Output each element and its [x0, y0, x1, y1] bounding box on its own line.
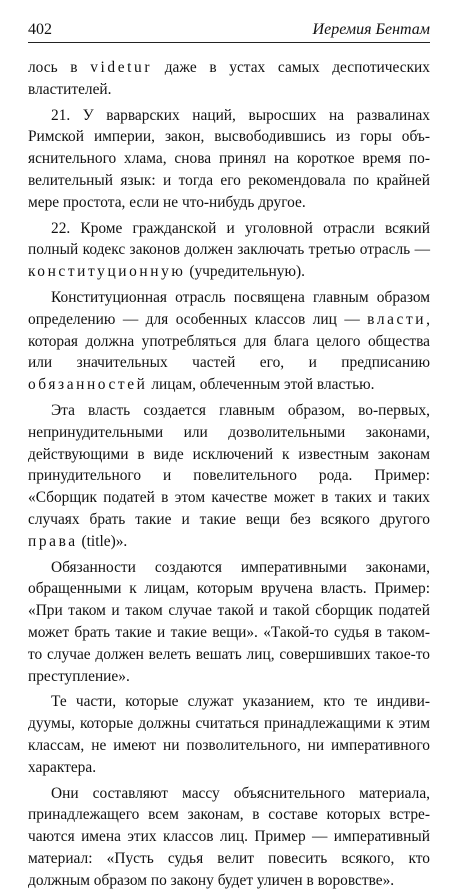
spaced-emphasis-text: права: [28, 533, 78, 550]
paragraph-p27: [28, 783, 430, 891]
paragraph-text: , которая должна употребляться для блага целого общества или значительных частей его, и предписанию: [28, 311, 430, 372]
paragraph-p21: [28, 105, 430, 214]
running-title: Иеремия Бентам: [313, 20, 430, 40]
paragraph-p25: [28, 557, 430, 688]
paragraph-text: (учредительную).: [185, 263, 304, 280]
paragraph-text: (title)».: [78, 533, 128, 550]
paragraph-text: 22. Кроме гражданской и уголовной отрасли всякий полный кодекс законов должен заключать третью отрасль —: [28, 220, 430, 259]
paragraph-text: Эта власть создается главным образом, во-первых, непринудительными или дозволительными законами, действующими в виде исключений к известным законам принудительного и повелительного рода. Пример: «Сборщик податей в этом качестве может в таких и таких случаях брать такие и такие вещи без всякого другого: [28, 402, 430, 528]
paragraph-text: Те части, которые служат указанием, кто те индивидуумы, которые должны считаться принадлежащими к этим классам, не имеют ни позволительного, ни императивного характера.: [28, 693, 430, 775]
spaced-emphasis-text: власти: [367, 311, 426, 328]
paragraph-text: 21. У варварских наций, выросших на развалинах Римской империи, закон, высвободившись из горы объяснительного хлама, снова принял на короткое время повелительный язык: и тогда его рекомендовала по крайней мере простота, если не что-нибудь другое.: [28, 107, 430, 211]
page-number: 402: [28, 20, 52, 40]
spaced-emphasis-text: конституционную: [28, 263, 185, 280]
running-header: [28, 20, 430, 43]
paragraph-p23: [28, 287, 430, 396]
paragraph-p0: [28, 57, 430, 101]
paragraph-text: лось в: [28, 59, 90, 76]
paragraph-p22: [28, 218, 430, 283]
paragraph-p24: [28, 400, 430, 553]
paragraph-text: Они составляют массу объяснительного материала, принадлежащего всем законам, в составе которых встречаются имена этих классов лиц. Пример — императивный материал: «Пусть судья велит повесить всякого, кто должным образом по закону будет уличен в воровстве».: [28, 785, 430, 889]
paragraph-text: лицам, облеченным этой властью.: [148, 376, 375, 393]
spaced-emphasis-text: videtur: [90, 59, 152, 76]
paragraph-text: Обязанности создаются императивными законами, обращенными к лицам, которым вручена власть. Пример: «При таком и таком случае такой и такой сборщик податей может брать такие и такие вещи». «Такой-то судья в таком-то случае должен велеть вешать лиц, совершивших такое-то преступление».: [28, 559, 430, 685]
body-text: [28, 57, 430, 891]
paragraph-p26: [28, 691, 430, 778]
paragraph-text: даже в устах самых деспотических властителей.: [28, 59, 430, 98]
paragraph-text: Конституционная отрасль посвящена главным образом определению — для особенных классов лиц —: [28, 289, 430, 328]
spaced-emphasis-text: обязанностей: [28, 376, 148, 393]
